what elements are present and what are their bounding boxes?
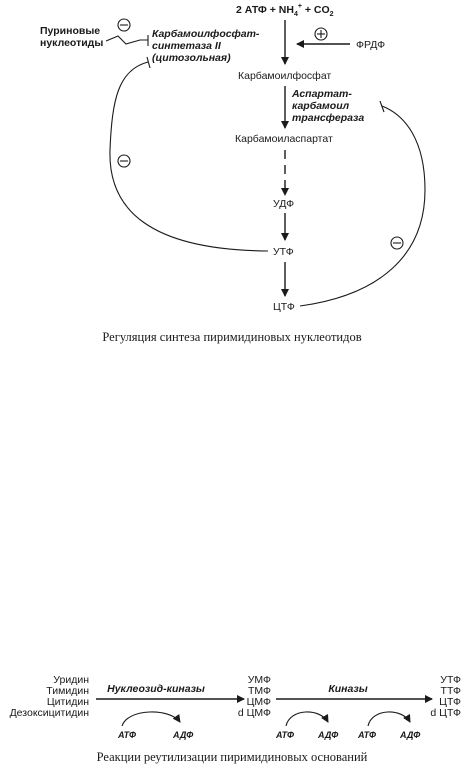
purine-nucleotides-label-1: Пуриновые: [40, 25, 101, 37]
enzyme-cps2-line1: Карбамоилфосфат-: [152, 28, 260, 40]
atp-label-1: АТФ: [118, 730, 136, 740]
triphosphate-ttp: ТТФ: [440, 685, 461, 697]
enzyme-atcase-line1: Аспартат-: [292, 88, 352, 100]
nucleoside-cytidine: Цитидин: [46, 696, 89, 708]
triphosphate-dctp: d ЦТФ: [430, 707, 461, 719]
bottom-caption: Реакции реутилизации пиримидиновых оснований: [96, 750, 368, 764]
utp-label: УТФ: [273, 246, 294, 258]
monophosphate-dcmp: d ЦМФ: [237, 707, 271, 719]
monophosphate-tmp: ТМФ: [247, 685, 271, 697]
adp-label-2: АДФ: [318, 730, 339, 740]
prpp-label: ФРДФ: [356, 39, 386, 51]
atp-label-3: АТФ: [358, 730, 376, 740]
carbamoylphosphate-label: Карбамоилфосфат: [238, 70, 332, 82]
nucleoside-thymidine: Тимидин: [46, 685, 89, 697]
triphosphate-ctp: ЦТФ: [439, 696, 461, 708]
enzyme-cps2-line3: (цитозольная): [152, 52, 231, 64]
triphosphate-utp: УТФ: [440, 674, 461, 686]
enzyme-atcase-line3: трансфераза: [292, 112, 365, 124]
utp-feedback-curve: [110, 62, 268, 251]
atp-label-2: АТФ: [276, 730, 294, 740]
purine-inhibition-line: [106, 36, 148, 44]
kinases-label: Киназы: [328, 683, 368, 695]
atp-adp-curve-2: [286, 712, 328, 726]
carbamoylaspartate-label: Карбамоиласпартат: [235, 133, 333, 145]
monophosphate-cmp: ЦМФ: [246, 696, 271, 708]
atp-adp-curve-1: [122, 712, 180, 726]
nucleoside-kinases-label: Нуклеозид-киназы: [107, 683, 205, 695]
purine-nucleotides-label-2: нуклеотиды: [40, 37, 104, 49]
udp-label: УДФ: [273, 198, 295, 210]
adp-label-3: АДФ: [400, 730, 421, 740]
enzyme-cps2-line2: синтетаза II: [152, 40, 221, 52]
top-caption: Регуляция синтеза пиримидиновых нуклеотидов: [102, 330, 362, 344]
monophosphate-ump: УМФ: [247, 674, 271, 686]
ctp-label: ЦТФ: [273, 301, 295, 313]
adp-label-1: АДФ: [173, 730, 194, 740]
nucleoside-uridine: Уридин: [53, 674, 89, 686]
substrates-label: 2 АТФ + $NH_4^+ + CO_2$: [236, 3, 334, 18]
enzyme-atcase-line2: карбамоил: [292, 100, 350, 112]
nucleoside-deoxycytidine: Дезоксицитидин: [9, 707, 89, 719]
atp-adp-curve-3: [368, 712, 410, 726]
